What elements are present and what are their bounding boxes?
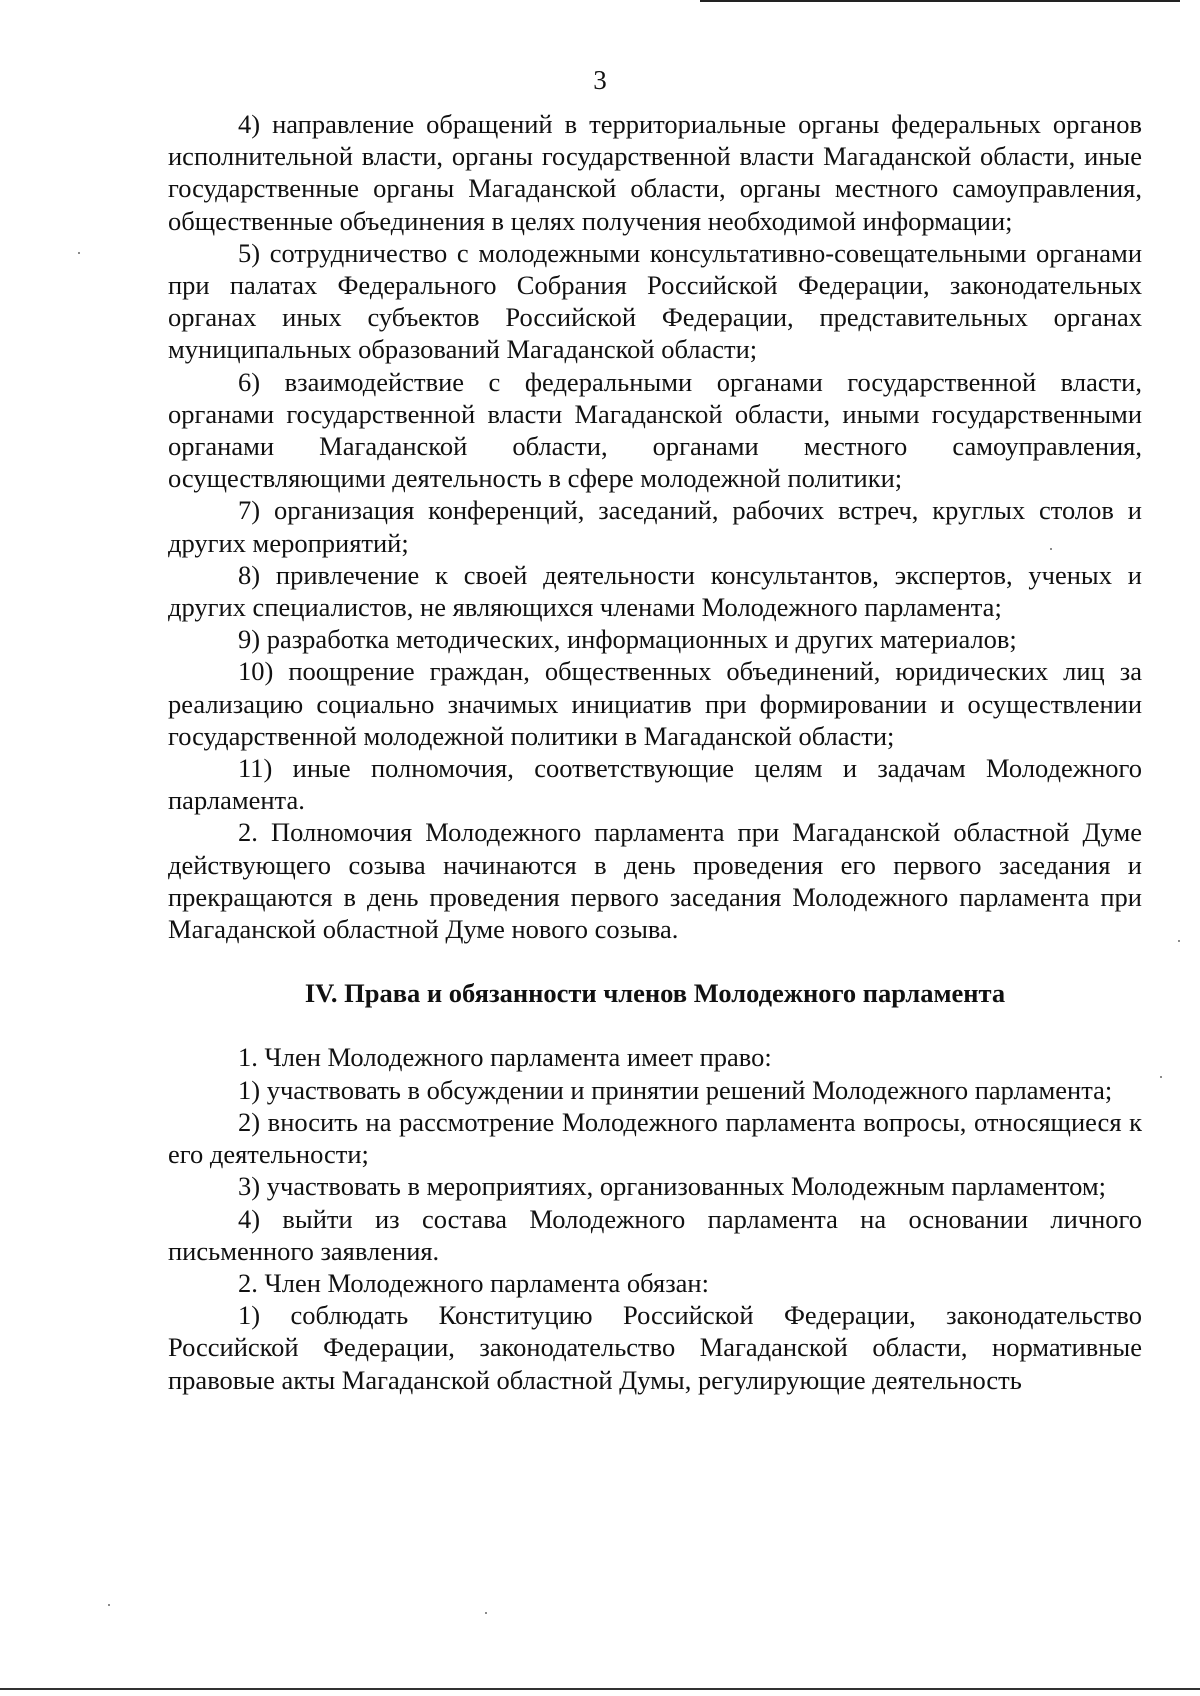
scan-speck bbox=[108, 1604, 110, 1606]
paragraph: 9) разработка методических, информационных и других материалов; bbox=[238, 624, 1017, 655]
paragraph: 1) участвовать в обсуждении и принятии решений Молодежного парламента; bbox=[238, 1074, 1113, 1105]
scan-speck bbox=[78, 252, 80, 254]
paragraph: 11) иные полномочия, соответствующие целям и задачам Молодежного парламента. bbox=[168, 753, 1142, 816]
paragraph: 4) выйти из состава Молодежного парламента на основании личного письменного заявления. bbox=[168, 1203, 1142, 1266]
paragraph: 8) привлечение к своей деятельности консультантов, экспертов, ученых и других специалистов, не являющихся членами Молодежного парламента; bbox=[168, 559, 1142, 623]
paragraph: 10) поощрение граждан, общественных объединений, юридических лиц за реализацию социально значимых инициатив при формировании и осуществлении государственной молодежной политики в Магаданской области; bbox=[168, 656, 1142, 751]
scan-edge-top bbox=[700, 0, 1180, 2]
paragraph: 1. Член Молодежного парламента имеет право: bbox=[238, 1042, 772, 1073]
paragraph: 6) взаимодействие с федеральными органами государственной власти, органами государственной власти Магаданской области, иными государственными органами Магаданской области, органами местного самоуправления, осуществляющими деятельность в сфере молодежной политики; bbox=[168, 366, 1142, 494]
page-number: 3 bbox=[593, 65, 607, 95]
scan-speck bbox=[1160, 1076, 1162, 1078]
paragraph: 7) организация конференций, заседаний, рабочих встреч, круглых столов и других мероприятий; bbox=[168, 495, 1142, 558]
paragraph: 2) вносить на рассмотрение Молодежного парламента вопросы, относящиеся к его деятельности; bbox=[168, 1106, 1142, 1170]
scan-edge-bottom bbox=[0, 1688, 1200, 1690]
scan-speck bbox=[485, 1612, 487, 1614]
document-body bbox=[168, 108, 1142, 1396]
scan-speck bbox=[1178, 940, 1180, 942]
paragraph: 3) участвовать в мероприятиях, организованных Молодежным парламентом; bbox=[238, 1171, 1107, 1202]
section-heading: IV. Права и обязанности членов Молодежного парламента bbox=[304, 978, 1006, 1009]
paragraph: 2. Член Молодежного парламента обязан: bbox=[238, 1267, 709, 1298]
paragraph: 4) направление обращений в территориальные органы федеральных органов исполнительной власти, органы государственной власти Магаданской области, иные государственные органы Магаданской области, органы местного самоуправления, общественные объединения в целях получения необходимой информации; bbox=[168, 109, 1142, 236]
paragraph: 1) соблюдать Конституцию Российской Федерации, законодательство Российской Федерации, законодательство Магаданской области, нормативные правовые акты Магаданской областной Думы, регулирующие деятельность bbox=[168, 1300, 1142, 1395]
paragraph: 5) сотрудничество с молодежными консультативно-совещательными органами при палатах Федерального Собрания Российской Федерации, законодательных органах иных субъектов Российской Федерации, представительных органах муниципальных образований Магаданской области; bbox=[168, 237, 1142, 365]
paragraph: 2. Полномочия Молодежного парламента при Магаданской областной Думе действующего созыва начинаются в день проведения его первого заседания и прекращаются в день проведения первого заседания Молодежного парламента при Магаданской областной Думе нового созыва. bbox=[168, 817, 1142, 945]
scan-speck bbox=[1050, 548, 1052, 550]
